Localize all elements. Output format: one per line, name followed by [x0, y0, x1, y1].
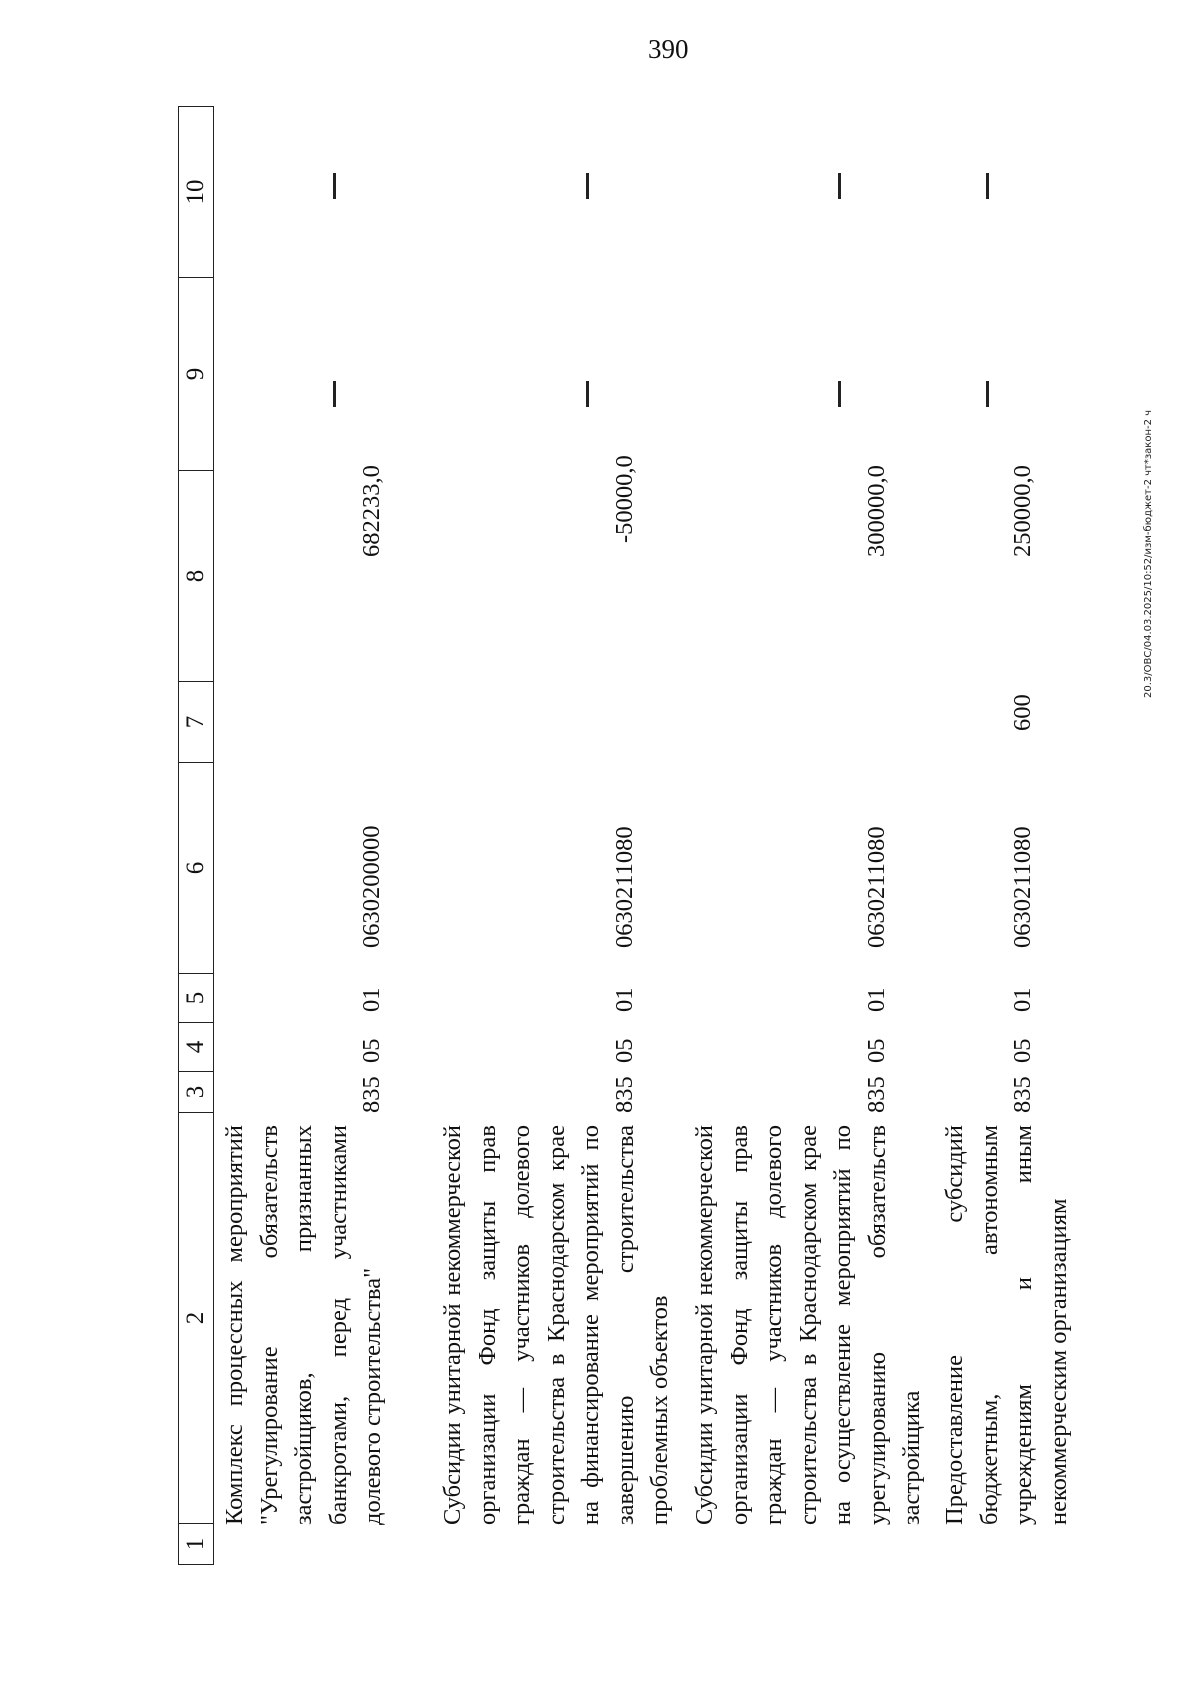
cell-c6: 0630211080: [1009, 826, 1036, 948]
col-header-8: 8: [179, 471, 214, 682]
cell-c4: 05: [1009, 1038, 1036, 1063]
col-header-4: 4: [179, 1023, 214, 1072]
row-description: Комплекс процессных мероприятий "Урегулирование обязательств застройщиков, признанных банкротами, перед участниками долевого строительства": [221, 1125, 386, 1525]
document-code: 20.3/ОВС/04.03.2025/10:52/изм-бюджет-2 чт*закон-2 ч: [1143, 409, 1154, 698]
col-header-10: 10: [179, 107, 214, 278]
cell-c5: 01: [611, 987, 638, 1012]
dash-c10: [986, 173, 989, 199]
dash-c9: [838, 381, 841, 407]
cell-c4: 05: [611, 1038, 638, 1063]
cell-c7: 600: [1009, 694, 1036, 731]
table-row: [688, 105, 928, 1565]
cell-c3: 835: [358, 1076, 385, 1113]
table-row: [938, 105, 1088, 1565]
dash-c10: [586, 173, 589, 199]
cell-c3: 835: [1009, 1076, 1036, 1113]
col-header-6: 6: [179, 763, 214, 974]
cell-c8: 250000,0: [1009, 465, 1036, 557]
table-row: [218, 105, 428, 1565]
page-number: 390: [648, 34, 689, 64]
dash-c9: [986, 381, 989, 407]
dash-c9: [333, 381, 336, 407]
cell-c5: 01: [1009, 987, 1036, 1012]
col-header-7: 7: [179, 682, 214, 763]
col-header-2: 2: [179, 1113, 214, 1524]
cell-c6: 0630211080: [611, 826, 638, 948]
col-header-1: 1: [179, 1524, 214, 1565]
cell-c8: 300000,0: [863, 465, 890, 557]
rotated-table: [178, 105, 1098, 1565]
cell-c8: -50000,0: [611, 455, 638, 543]
row-description: Субсидии унитарной некоммерческой организации Фонд защиты прав граждан — участников долевого строительства в Краснодарском крае на финансирование мероприятий по завершению строительства проблемных объектов: [439, 1125, 673, 1525]
col-header-3: 3: [179, 1072, 214, 1113]
col-header-5: 5: [179, 974, 214, 1023]
table-row: [436, 105, 676, 1565]
cell-c5: 01: [358, 987, 385, 1012]
cell-c8: 682233,0: [358, 465, 385, 557]
col-header-9: 9: [179, 278, 214, 471]
cell-c4: 05: [358, 1038, 385, 1063]
row-description: Субсидии унитарной некоммерческой организации Фонд защиты прав граждан — участников долевого строительства в Краснодарском крае на осуществление мероприятий по урегулированию обязательств застройщика: [691, 1125, 925, 1525]
dash-c10: [838, 173, 841, 199]
cell-c4: 05: [863, 1038, 890, 1063]
cell-c5: 01: [863, 987, 890, 1012]
cell-c3: 835: [611, 1076, 638, 1113]
dash-c9: [586, 381, 589, 407]
cell-c6: 0630200000: [358, 825, 385, 948]
row-description: Предоставление субсидий бюджетным, автономным учреждениям и иным некоммерческим организациям: [941, 1125, 1072, 1525]
cell-c6: 0630211080: [863, 826, 890, 948]
cell-c3: 835: [863, 1076, 890, 1113]
table-header: [178, 106, 214, 1565]
dash-c10: [333, 173, 336, 199]
